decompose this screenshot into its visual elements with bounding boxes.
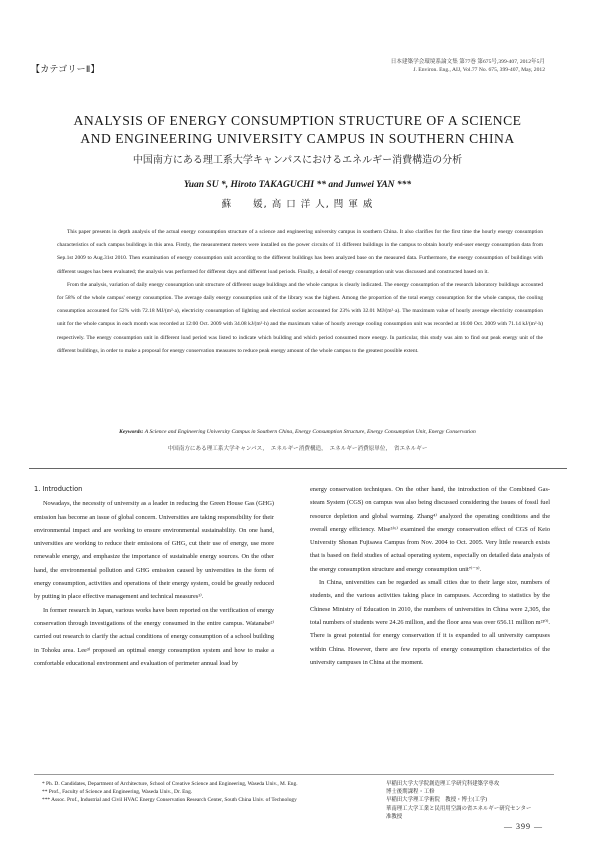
keywords-ja: 中国南方にある理工系大学キャンパス， エネルギー消費構造， エネルギー消費原単位， 省エネルギー <box>167 446 428 452</box>
authors-ja: 蘇 媛, 高 口 洋 人, 閆 軍 威 <box>221 199 374 210</box>
footnote-ja-1: 早稲田大学大学院創造理工学研究科建築学専攻 <box>386 781 500 787</box>
section-heading: 1. Introduction <box>34 485 83 493</box>
keywords-label: Keywords: <box>119 429 144 435</box>
footnotes-en <box>34 780 334 805</box>
footnote-ja-2: 早稲田大学理工学術院 教授・博士(工学) <box>386 797 488 804</box>
abstract-paragraph-2: From the analysis, variation of daily energy consumption unit structure of different usage buildings and the whole campus is clearly indicated. The energy consumption of the research laboratory buildings accounted for 58% of the whole campus' energy consumption. The average daily energy consumption unit of the library was the highest. Among the proportion of the total energy consumption for the whole campus, the cooling consumption accounted for 52% with 72.18 MJ/(m²·a), electricity consumption of lighting and electrical socket accounted for 23% with 32.01 MJ/(m²·a). The maximum value of hourly average electricity consumption unit for the whole campus in each month was recorded at 12:00 Oct. 2009 with 34.08 kJ/(m²·h) and the maximum value of hourly average cooling consumption unit was recorded at 16:00 Oct. 2009 with 71.14 kJ/(m²·h) respectively. The energy consumption unit in different load period was listed to indicate which building and which period consumed more energy. In particular, this study was aim to find out peak energy unit of the different buildings, in order to make a proposal for energy conservation measures to reduce peak energy amount of the whole campus to the greatest possible extent. <box>57 281 543 354</box>
title-en-line1: ANALYSIS OF ENERGY CONSUMPTION STRUCTURE OF A SCIENCE <box>73 113 522 128</box>
keywords-list: A Science and Engineering University Campus in Southern China, Energy Consumption Structure, Energy Consumption Unit, Energy Conservation <box>144 429 476 435</box>
body-paragraph: In China, universities can be regarded as small cities due to their large size, numbers of students, and the various activities taking place in campuses. According to statistics by the Chinese Ministry of Education in 2010, the numbers of universities in China were 2,305, the total numbers of students were 24.26 million, and the floor area was over 656.11 million m²¹⁰⁾. There is great potential for energy conservation if it is expanded to all university campuses within China. However, there are few reports of energy consumption characteristics of the university campuses in China at the moment. <box>310 579 550 666</box>
footnote-ja-3b: 准教授 <box>386 813 403 820</box>
page-number: ― 399 ― <box>504 822 543 831</box>
body-paragraph: energy conservation techniques. On the other hand, the introduction of the Combined Gas-steam System (CGS) on campus was also being discussed considering the issues of fossil fuel resource depletion and global warming. Zhang⁴⁾ analyzed the operating conditions and the overall energy efficiency. Mise⁵⁾⁶⁾ examined the energy conservation effect of CGS of Keio University Shonan Fujisawa Campus from Nov. 2004 to Oct. 2005. Very little research exists that is based on field studies of actual operating system, especially on detailed data analysis of the energy consumption structure and energy consumption unit⁷⁾⁻⁹⁾. <box>310 486 550 573</box>
journal-citation <box>391 58 545 74</box>
journal-citation-ja: 日本建築学会環境系論文集 第77巻 第675号,399-407, 2012年5月 <box>390 59 545 65</box>
abstract-paragraph-1: This paper presents in depth analysis of the actual energy consumption structure of a science and engineering university campus in southern China. It also clarifies for the first time the hourly energy consumption characteristics of such campus buildings in this area. Firstly, the measurement meters were installed on the power circuits of 11 different buildings in the campus to obtain hourly end-user energy consumption data from Sep.1st 2009 to Aug.31st 2010. Then examination of energy consumption unit according to the different buildings has been analyzed base on the measured data. Furthermore, the energy consumption of buildings with different usages has been evaluated; the analysis was performed for different days and different load periods. Finally, a detail of energy consumption unit was discussed and constructed based on it. <box>57 229 543 275</box>
footnote-divider <box>34 774 554 775</box>
footnote-en-3: *** Assoc. Prof., Industrial and Civil HVAC Energy Conservation Research Center, South China Univ. of Technology <box>42 797 297 804</box>
footnote-en-2: ** Prof., Faculty of Science and Engineering, Waseda Univ., Dr. Eng. <box>42 789 193 796</box>
body-column-left <box>34 483 274 670</box>
category-label: 【カテゴリーⅡ】 <box>31 65 100 75</box>
body-column-right <box>310 483 550 669</box>
body-paragraph: In former research in Japan, various works have been reported on the verification of energy conservation through investigations of the energy consumed in the entire campus. Watanabe²⁾ carried out research to clarify the actual conditions of energy consumption of a school building in Tohoku area. Lee³⁾ proposed an optimal energy consumption system and how to make a comfortable educational environment and evaluation of perimeter annual load by <box>34 606 274 667</box>
footnotes-ja <box>386 780 566 821</box>
journal-citation-en: J. Environ. Eng., AIJ, Vol.77 No. 675, 399-407, May, 2012 <box>413 67 545 73</box>
title-en-line2: AND ENGINEERING UNIVERSITY CAMPUS IN SOUTHERN CHINA <box>80 131 515 146</box>
footnote-ja-1b: 博士後期課程・工修 <box>386 789 435 796</box>
authors-en: Yuan SU *, Hiroto TAKAGUCHI ** and Junwei YAN *** <box>183 180 412 190</box>
section-divider <box>29 468 567 469</box>
footnote-ja-3: 華南理工大学工業と民用用空調の省エネルギー研究センター <box>386 805 532 812</box>
abstract <box>57 226 543 358</box>
body-paragraph: Nowadays, the necessity of university as a leader in reducing the Green House Gas (GHG) emission has become an issue of global concern. Universities are taking responsibility for their environmental impact and are working to ensure environmental sustainability. On one hand, universities are working to reduce their emissions of GHG, cut their use of energy, use more renewable energy, and emphasize the importance of sustainable energy sources. On the other hand, the environmental pollution and GHG emission caused by universities in the form of energy consumption, activities and operations of their energy system, could be greatly reduced by putting in place effective management and technical measures¹⁾. <box>34 500 274 601</box>
keywords-en <box>0 429 595 435</box>
title-ja: 中国南方にある理工系大学キャンパスにおけるエネルギー消費構造の分析 <box>132 155 463 166</box>
footnote-en-1: * Ph. D. Candidates, Department of Architecture, School of Creative Science and Engineering, Waseda Univ., M. Eng. <box>42 781 298 787</box>
title-block <box>0 112 595 166</box>
